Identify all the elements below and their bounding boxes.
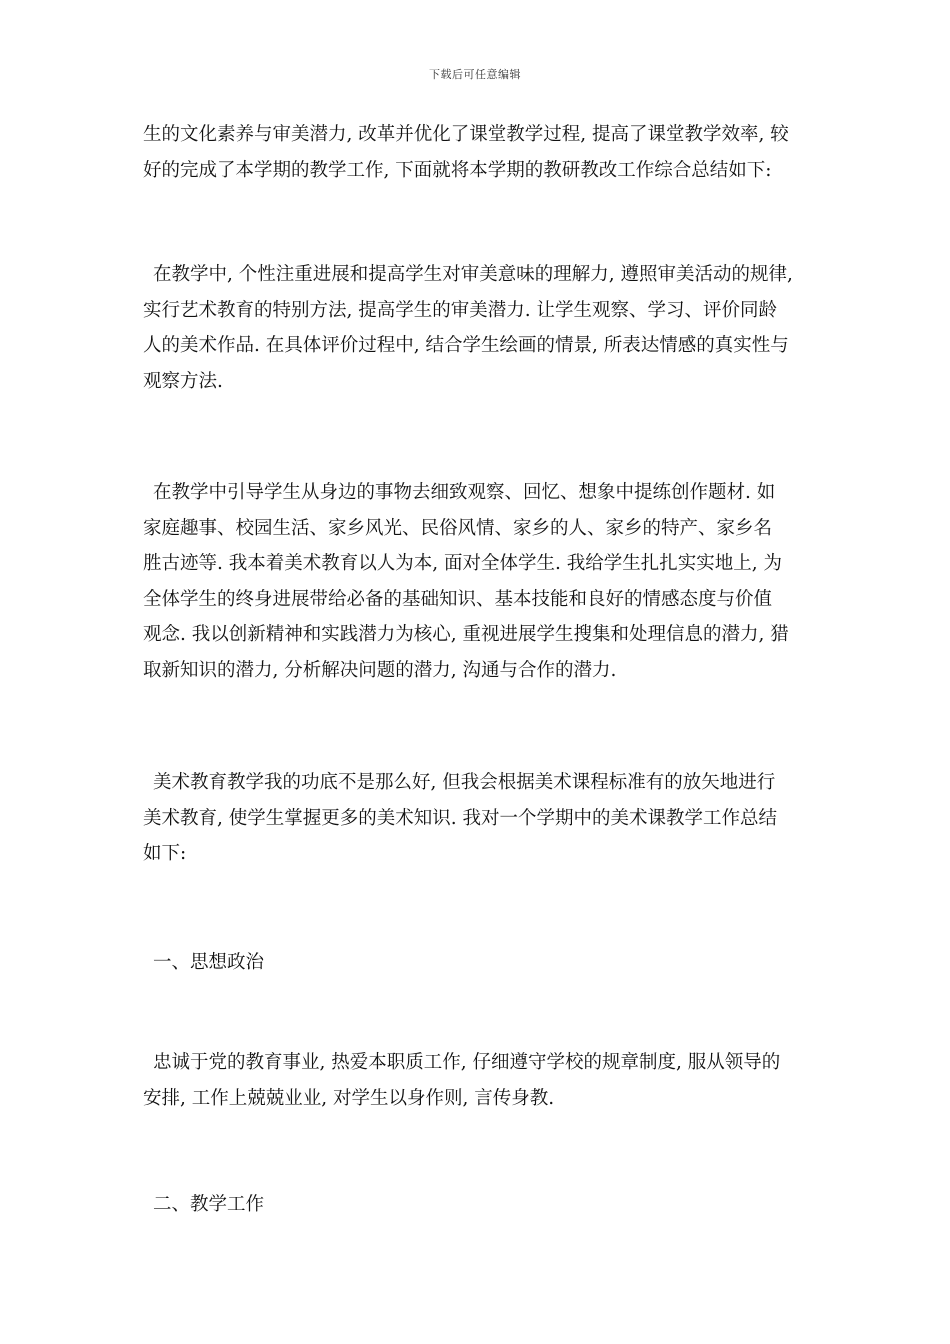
paragraph-aesthetic-teaching (143, 257, 808, 399)
text-line: 美术教育教学我的功底不是那么好, 但我会根据美术课程标准有的放矢地进行 (153, 772, 776, 793)
heading-text: 一、思想政治 (153, 952, 265, 973)
page-header: 下载后可任意编辑 (429, 68, 521, 81)
section-heading-teaching-work (143, 1187, 808, 1223)
text-line: 家庭趣事、校园生活、家乡风光、民俗风情、家乡的人、家乡的特产、家乡名 (143, 517, 773, 539)
section-heading-ideology (143, 945, 808, 981)
text-line: 观察方法. (143, 370, 223, 392)
text-line: 安排, 工作上兢兢业业, 对学生以身作则, 言传身教. (143, 1087, 555, 1109)
text-line: 在教学中引导学生从身边的事物去细致观察、回忆、想象中提练创作题材. 如 (153, 482, 776, 503)
paragraph-observation-guidance (143, 475, 808, 689)
text-line: 观念. 我以创新精神和实践潜力为核心, 重视进展学生搜集和处理信息的潜力, 猎 (143, 624, 789, 646)
heading-text: 二、教学工作 (153, 1194, 265, 1215)
text-line: 好的完成了本学期的教学工作, 下面就将本学期的教研教改工作综合总结如下: (143, 159, 772, 181)
text-line: 实行艺术教育的特别方法, 提高学生的审美潜力. 让学生观察、学习、评价同龄 (143, 299, 778, 321)
text-line: 在教学中, 个性注重进展和提高学生对审美意味的理解力, 遵照审美活动的规律, (153, 264, 793, 285)
text-line: 全体学生的终身进展带给必备的基础知识、基本技能和良好的情感态度与价值 (143, 588, 773, 610)
text-line: 如下: (143, 843, 187, 865)
text-line: 取新知识的潜力, 分析解决问题的潜力, 沟通与合作的潜力. (143, 659, 617, 681)
text-line: 美术教育, 使学生掌握更多的美术知识. 我对一个学期中的美术课教学工作总结 (143, 807, 778, 829)
text-line: 忠诚于党的教育事业, 热爱本职质工作, 仔细遵守学校的规章制度, 服从领导的 (153, 1052, 781, 1073)
text-line: 生的文化素养与审美潜力, 改革并优化了课堂教学过程, 提高了课堂教学效率, 较 (143, 124, 789, 145)
paragraph-intro-continuation (143, 117, 808, 188)
text-line: 胜古迹等. 我本着美术教育以人为本, 面对全体学生. 我给学生扎扎实实地上, 为 (143, 553, 783, 575)
paragraph-loyalty (143, 1045, 808, 1116)
paragraph-art-education (143, 765, 808, 872)
text-line: 人的美术作品. 在具体评价过程中, 结合学生绘画的情景, 所表达情感的真实性与 (143, 335, 789, 357)
